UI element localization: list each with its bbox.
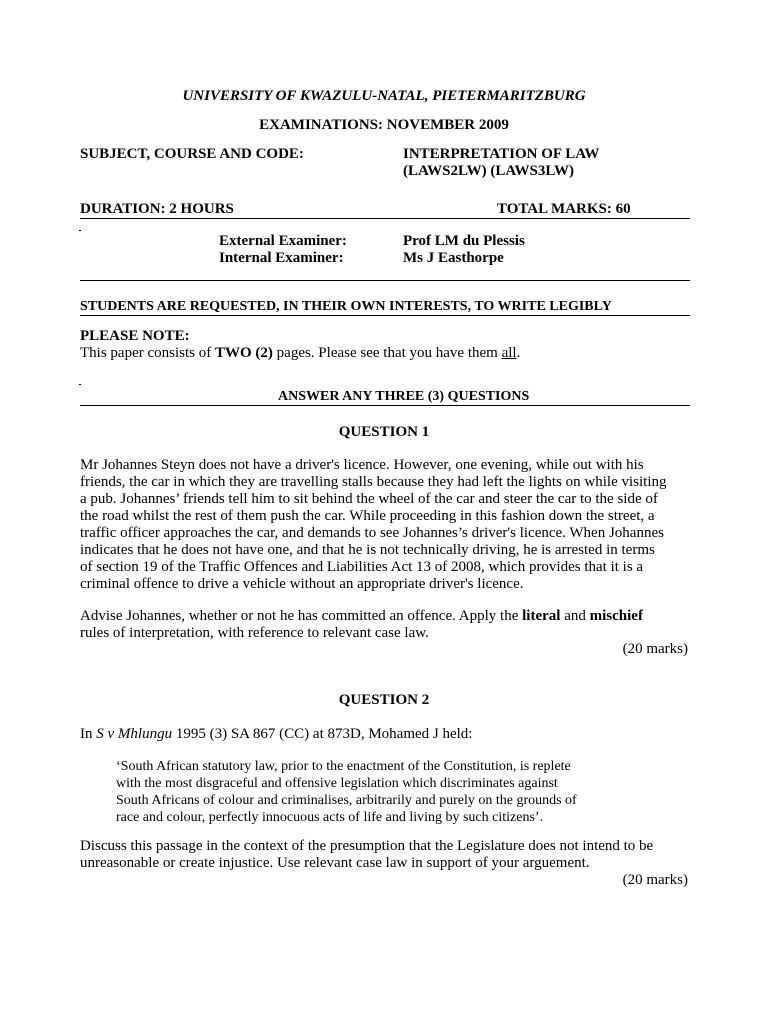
task-literal: literal <box>522 608 561 624</box>
case-name: S v Mhlungu <box>96 726 173 742</box>
duration: DURATION: 2 HOURS <box>80 201 234 217</box>
internal-examiner-label: Internal Examiner: <box>219 250 344 266</box>
quote-line: ‘South African statutory law, prior to the enactment of the Constitution, is replete <box>116 759 571 774</box>
question-1-task <box>80 608 690 642</box>
body-line: of section 19 of the Traffic Offences and Liabilities Act 13 of 2008, which provides that it is a <box>80 559 644 575</box>
instruction: ANSWER ANY THREE (3) QUESTIONS <box>278 389 530 404</box>
intro-text: 1995 (3) SA 867 (CC) at 873D, Mohamed J held: <box>172 726 473 742</box>
question-2-title: QUESTION 2 <box>338 692 430 708</box>
task-line: Discuss this passage in the context of the presumption that the Legislature does not intend to be <box>80 838 654 854</box>
internal-examiner-name: Ms J Easthorpe <box>403 250 504 266</box>
question-2-task <box>80 838 690 872</box>
subject-line-2: (LAWS2LW) (LAWS3LW) <box>403 163 575 179</box>
body-line: the road whilst the rest of them push the car. While proceeding in this fashion down the street, a <box>80 508 655 524</box>
external-examiner-name: Prof LM du Plessis <box>403 233 525 249</box>
body-line: traffic officer approaches the car, and demands to see Johannes’s driver's licence. When Johannes <box>80 525 664 541</box>
legibility-notice: STUDENTS ARE REQUESTED, IN THEIR OWN INTERESTS, TO WRITE LEGIBLY <box>80 299 612 314</box>
body-line: friends, the car in which they are travelling stalls because they had left the lights on while visiting <box>80 474 667 490</box>
question-1-title: QUESTION 1 <box>338 424 430 440</box>
task-mischief: mischief <box>589 608 643 624</box>
task-line: rules of interpretation, with reference to relevant case law. <box>80 625 429 641</box>
subject-line-1: INTERPRETATION OF LAW <box>403 146 600 162</box>
quote-line: race and colour, perfectly innocuous acts of life and living by such citizens’. <box>116 810 544 825</box>
question-2-quote <box>116 758 676 826</box>
exam-title: EXAMINATIONS: NOVEMBER 2009 <box>259 117 509 133</box>
please-note-heading: PLEASE NOTE: <box>80 328 190 344</box>
note-text: This paper consists of <box>80 345 215 361</box>
task-line: unreasonable or create injustice. Use relevant case law in support of your arguement. <box>80 855 590 871</box>
question-2-marks: (20 marks) <box>622 872 688 888</box>
divider-mark <box>79 230 81 231</box>
quote-line: with the most disgraceful and offensive legislation which discriminates against <box>116 776 558 791</box>
note-text: pages. Please see that you have them <box>272 345 502 361</box>
note-all: all <box>501 345 517 361</box>
body-line: indicates that he does not have one, and that he is not technically driving, he is arrested in terms <box>80 542 655 558</box>
body-line: Mr Johannes Steyn does not have a driver's licence. However, one evening, while out with his <box>80 457 644 473</box>
question-1-marks: (20 marks) <box>622 641 688 657</box>
body-line: criminal offence to drive a vehicle without an appropriate driver's licence. <box>80 576 524 592</box>
task-line <box>80 608 690 625</box>
subject-label: SUBJECT, COURSE AND CODE: <box>80 146 304 162</box>
body-line: a pub. Johannes’ friends tell him to sit behind the wheel of the car and steer the car to the side of <box>80 491 658 507</box>
divider <box>80 280 690 281</box>
divider <box>80 405 690 406</box>
university-title: UNIVERSITY OF KWAZULU-NATAL, PIETERMARITZBURG <box>182 88 586 104</box>
note-pages: TWO (2) <box>214 345 273 361</box>
question-1-body <box>80 457 690 593</box>
divider-mark <box>79 384 81 385</box>
task-text: and <box>560 608 590 624</box>
please-note-text <box>80 345 520 362</box>
question-2-intro <box>80 726 472 743</box>
note-text: . <box>516 345 521 361</box>
total-marks: TOTAL MARKS: 60 <box>497 201 631 217</box>
divider <box>80 218 690 219</box>
quote-line: South Africans of colour and criminalises, arbitrarily and purely on the grounds of <box>116 793 577 808</box>
external-examiner-label: External Examiner: <box>219 233 347 249</box>
intro-text: In <box>80 726 97 742</box>
divider <box>80 315 690 316</box>
task-text: Advise Johannes, whether or not he has committed an offence. Apply the <box>80 608 523 624</box>
